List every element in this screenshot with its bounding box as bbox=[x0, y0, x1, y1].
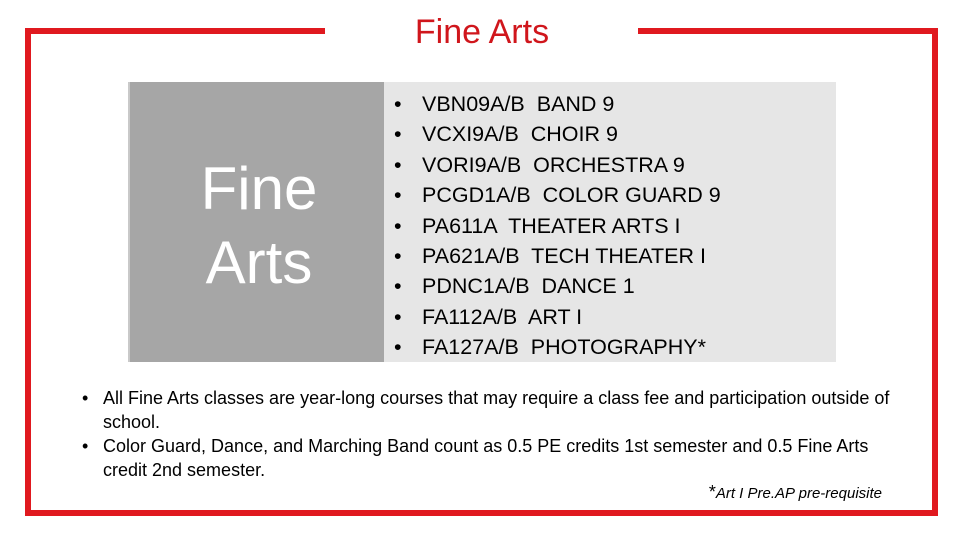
frame-right bbox=[932, 28, 938, 516]
course-item: • VORI9A/B ORCHESTRA 9 bbox=[408, 150, 836, 180]
note-item: • Color Guard, Dance, and Marching Band count as 0.5 PE credits 1st semester and 0.5 Fine Arts credit 2nd semester. bbox=[78, 434, 898, 482]
category-label-line2: Arts bbox=[205, 229, 313, 296]
course-item: • FA112A/B ART I bbox=[408, 302, 836, 332]
course-item: • PA621A/B TECH THEATER I bbox=[408, 241, 836, 271]
frame-top-left bbox=[25, 28, 325, 34]
course-item: • VBN09A/B BAND 9 bbox=[408, 89, 836, 119]
frame-bottom bbox=[25, 510, 938, 516]
course-item: • PA611A THEATER ARTS I bbox=[408, 211, 836, 241]
course-list bbox=[384, 82, 836, 363]
slide-title: Fine Arts bbox=[414, 13, 550, 51]
category-label bbox=[130, 152, 388, 300]
note-item: • All Fine Arts classes are year-long courses that may require a class fee and participation outside of school. bbox=[78, 386, 898, 434]
frame-top-right bbox=[638, 28, 938, 34]
footnote bbox=[709, 482, 882, 503]
course-item: • PDNC1A/B DANCE 1 bbox=[408, 271, 836, 301]
course-item: • VCXI9A/B CHOIR 9 bbox=[408, 119, 836, 149]
notes-list bbox=[78, 386, 898, 482]
course-item: • FA127A/B PHOTOGRAPHY* bbox=[408, 332, 836, 362]
footnote-marker: * bbox=[708, 482, 716, 502]
frame-left bbox=[25, 28, 31, 516]
course-list-box bbox=[384, 82, 836, 362]
course-item: • PCGD1A/B COLOR GUARD 9 bbox=[408, 180, 836, 210]
category-panel bbox=[128, 82, 386, 362]
footnote-text: Art I Pre.AP pre-requisite bbox=[715, 485, 882, 502]
category-label-line1: Fine bbox=[200, 155, 318, 222]
